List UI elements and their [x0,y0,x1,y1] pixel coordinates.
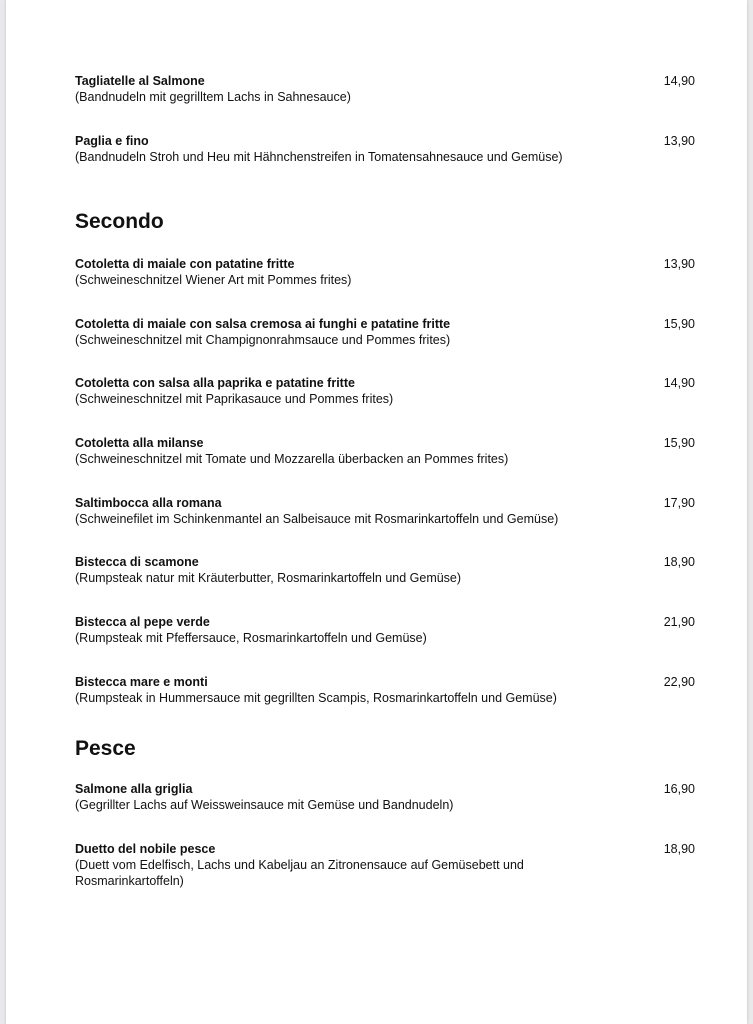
item-price: 17,90 [663,496,695,510]
item-description: (Rumpsteak natur mit Kräuterbutter, Rosmarinkartoffeln und Gemüse) [75,571,462,585]
item-name: Cotoletta con salsa alla paprika e patatine fritte [75,376,355,390]
menu-item [75,133,695,165]
item-price: 15,90 [663,436,695,450]
menu-item [75,841,695,889]
section-title-secondo: Secondo [75,210,164,233]
item-name: Tagliatelle al Salmone [75,74,205,88]
item-price: 13,90 [663,257,695,271]
menu-item [75,674,695,706]
item-description: (Schweineschnitzel mit Tomate und Mozzarella überbacken an Pommes frites) [75,452,509,466]
item-name: Bistecca al pepe verde [75,615,210,629]
menu-item [75,781,695,813]
item-price: 15,90 [663,317,695,331]
menu-item [75,375,695,407]
item-price: 22,90 [663,675,695,689]
item-name: Cotoletta di maiale con patatine fritte [75,257,295,271]
menu-page [6,0,747,1024]
item-description: (Rumpsteak in Hummersauce mit gegrillten Scampis, Rosmarinkartoffeln und Gemüse) [75,691,557,705]
item-description: (Bandnudeln Stroh und Heu mit Hähnchenstreifen in Tomatensahnesauce und Gemüse) [75,150,563,164]
item-price: 18,90 [663,555,695,569]
menu-item [75,554,695,586]
section-title-pesce: Pesce [75,737,136,760]
item-name: Bistecca mare e monti [75,675,208,689]
menu-item [75,73,695,105]
item-price: 14,90 [663,74,695,88]
item-description: (Schweineschnitzel Wiener Art mit Pommes frites) [75,273,352,287]
item-name: Duetto del nobile pesce [75,842,216,856]
item-description: (Duett vom Edelfisch, Lachs und Kabeljau an Zitronensauce auf Gemüsebett und Rosmarinkartoffeln) [75,858,524,888]
item-price: 21,90 [663,615,695,629]
item-description: (Schweineschnitzel mit Paprikasauce und Pommes frites) [75,392,394,406]
menu-item [75,614,695,646]
item-description: (Gegrillter Lachs auf Weissweinsauce mit Gemüse und Bandnudeln) [75,798,454,812]
item-name: Cotoletta alla milanse [75,436,204,450]
item-description: (Bandnudeln mit gegrilltem Lachs in Sahnesauce) [75,90,351,104]
item-description: (Schweineschnitzel mit Champignonrahmsauce und Pommes frites) [75,333,451,347]
menu-item [75,435,695,467]
item-description: (Schweinefilet im Schinkenmantel an Salbeisauce mit Rosmarinkartoffeln und Gemüse) [75,512,559,526]
item-price: 14,90 [663,376,695,390]
item-name: Saltimbocca alla romana [75,496,222,510]
item-price: 16,90 [663,782,695,796]
item-name: Bistecca di scamone [75,555,199,569]
item-name: Cotoletta di maiale con salsa cremosa ai funghi e patatine fritte [75,317,451,331]
menu-item [75,256,695,288]
item-name: Salmone alla griglia [75,782,193,796]
menu-item [75,316,695,348]
menu-item [75,495,695,527]
item-price: 13,90 [663,134,695,148]
item-price: 18,90 [663,842,695,856]
item-name: Paglia e fino [75,134,149,148]
item-description: (Rumpsteak mit Pfeffersauce, Rosmarinkartoffeln und Gemüse) [75,631,427,645]
